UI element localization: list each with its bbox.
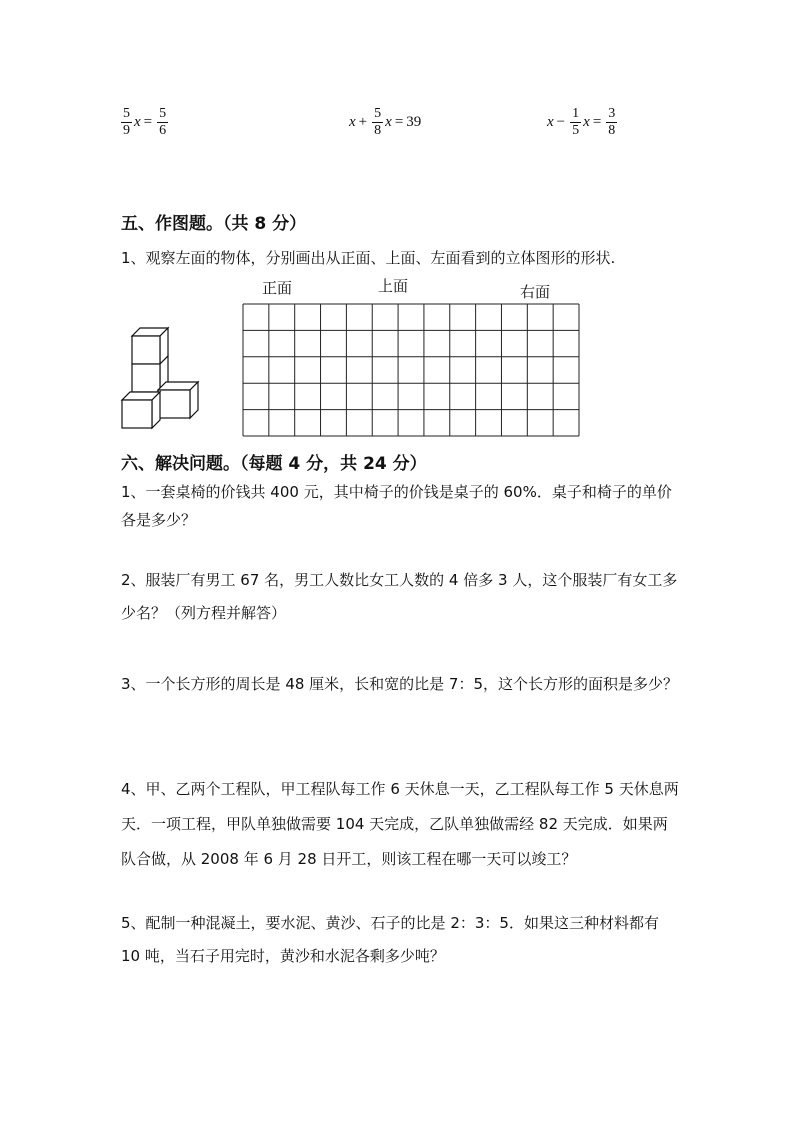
minus-sign: − — [556, 114, 566, 130]
equals-sign: = — [592, 114, 602, 130]
label-top-view: 上面 — [378, 277, 409, 295]
equation-2 — [349, 106, 421, 139]
variable-x: x — [134, 114, 141, 130]
section-5-question-1: 1、观察左面的物体，分别画出从正面、上面、左面看到的立体图形的形状. — [121, 249, 616, 267]
equals-sign: = — [394, 114, 404, 130]
variable-x: x — [583, 114, 590, 130]
variable-x: x — [385, 114, 392, 130]
label-front-view: 正面 — [262, 279, 293, 297]
equation-3 — [547, 106, 619, 139]
section-6-heading: 六、解决问题。（每题 4 分，共 24 分） — [121, 454, 427, 474]
fraction-rhs: $\frac{3}{8}$ — [608, 106, 616, 138]
question-1: 1、一套桌椅的价钱共 400 元，其中椅子的价钱是桌子的 60%．桌子和椅子的单价各是多少？ — [121, 483, 672, 529]
cube-stack-figure — [118, 320, 204, 430]
question-4: 4、甲、乙两个工程队，甲工程队每工作 6 天休息一天，乙工程队每工作 5 天休息两天．一项工程，甲队单独做需要 104 天完成，乙队单独做需经 82 天完成．如果两队合做，从 2008 年 6 月 28 日开工，则该工程在哪一天可以竣工？ — [121, 780, 679, 868]
equals-sign: = — [143, 114, 153, 130]
drawing-grid — [242, 303, 582, 439]
question-2: 2、服装厂有男工 67 名，男工人数比女工人数的 4 倍多 3 人，这个服装厂有女工多少名？（列方程并解答） — [121, 571, 678, 622]
equation-1 — [119, 106, 170, 139]
question-5: 5、配制一种混凝土，要水泥、黄沙、石子的比是 2：3：5．如果这三种材料都有 10 吨，当石子用完时，黄沙和水泥各剩多少吨？ — [121, 914, 659, 965]
fraction-coefficient: $\frac{5}{8}$ — [374, 106, 382, 138]
variable-x: x — [547, 114, 554, 130]
question-3: 3、一个长方形的周长是 48 厘米，长和宽的比是 7：5，这个长方形的面积是多少？ — [121, 675, 679, 693]
rhs-value: 39 — [406, 114, 422, 130]
fraction-coefficient: $\frac{1}{5}$ — [572, 106, 580, 138]
section-5-heading: 五、作图题。（共 8 分） — [121, 214, 307, 234]
label-right-view: 右面 — [520, 283, 551, 301]
fraction-coefficient: $\frac{5}{9}$ — [123, 106, 130, 138]
fraction-rhs: $\frac{5}{6}$ — [159, 106, 167, 138]
plus-sign: + — [358, 114, 368, 130]
variable-x: x — [349, 114, 356, 130]
